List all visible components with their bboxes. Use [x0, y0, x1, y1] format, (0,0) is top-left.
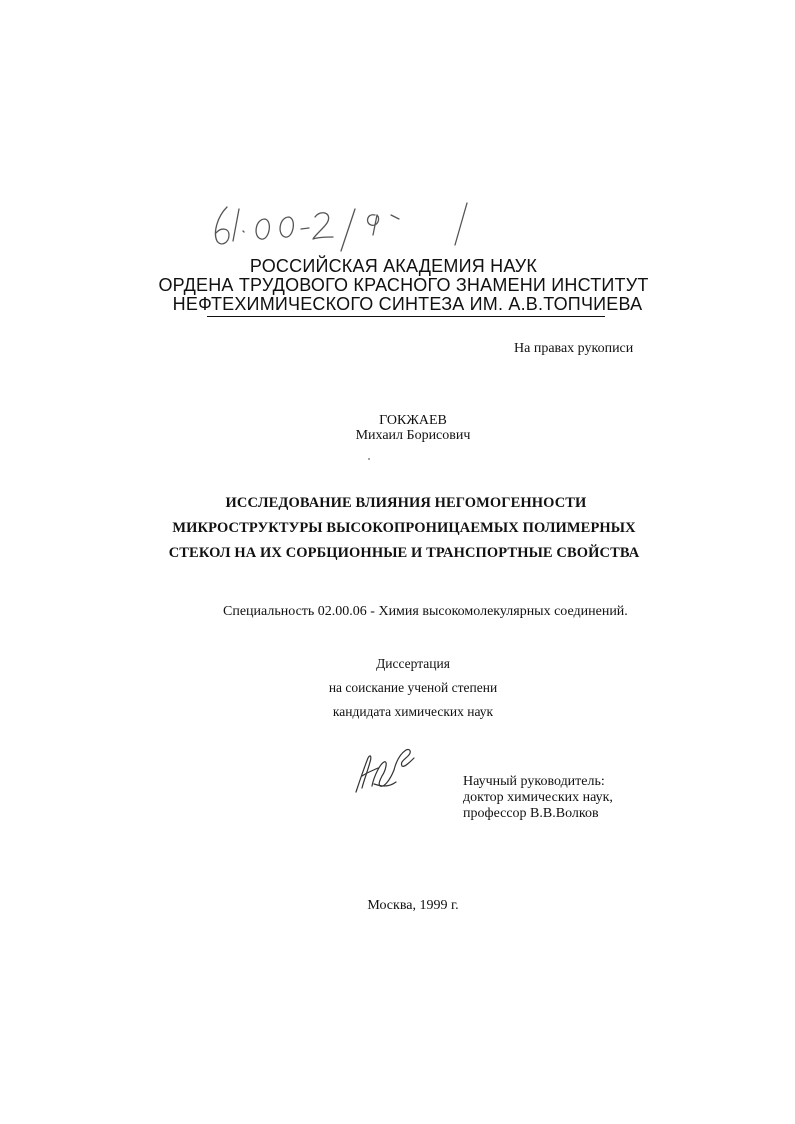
supervisor-line-2: доктор химических наук,	[463, 790, 613, 805]
scan-speck	[368, 458, 370, 460]
supervisor-line-1: Научный руководитель:	[463, 774, 605, 789]
author-surname: ГОКЖАЕВ	[379, 413, 447, 428]
supervisor-line-3: профессор В.В.Волков	[463, 806, 599, 821]
thesis-title-line-3: СТЕКОЛ НА ИХ СОРБЦИОННЫЕ И ТРАНСПОРТНЫЕ СВОЙСТВА	[168, 545, 640, 561]
author-given-names: Михаил Борисович	[355, 428, 471, 443]
place-and-year: Москва, 1999 г.	[367, 898, 459, 913]
header-divider	[207, 316, 605, 317]
rights-notice: На правах рукописи	[514, 341, 634, 356]
handwritten-catalog-note	[205, 195, 485, 255]
thesis-title-line-1: ИССЛЕДОВАНИЕ ВЛИЯНИЯ НЕГОМОГЕННОСТИ	[225, 495, 587, 511]
institution-line-2: ОРДЕНА ТРУДОВОГО КРАСНОГО ЗНАМЕНИ ИНСТИТУТ	[158, 275, 649, 295]
dissertation-line-2: на соискание ученой степени	[328, 680, 498, 695]
thesis-title-line-2: МИКРОСТРУКТУРЫ ВЫСОКОПРОНИЦАЕМЫХ ПОЛИМЕРНЫХ	[172, 520, 636, 536]
dissertation-line-3: кандидата химических наук	[332, 704, 494, 719]
handwritten-signature	[350, 740, 420, 802]
institution-line-3: НЕФТЕХИМИЧЕСКОГО СИНТЕЗА ИМ. А.В.ТОПЧИЕВА	[172, 294, 643, 314]
dissertation-line-1: Диссертация	[376, 656, 450, 671]
institution-line-1: РОССИЙСКАЯ АКАДЕМИЯ НАУК	[249, 256, 538, 276]
specialty-line: Специальность 02.00.06 - Химия высокомолекулярных соединений.	[223, 604, 628, 619]
